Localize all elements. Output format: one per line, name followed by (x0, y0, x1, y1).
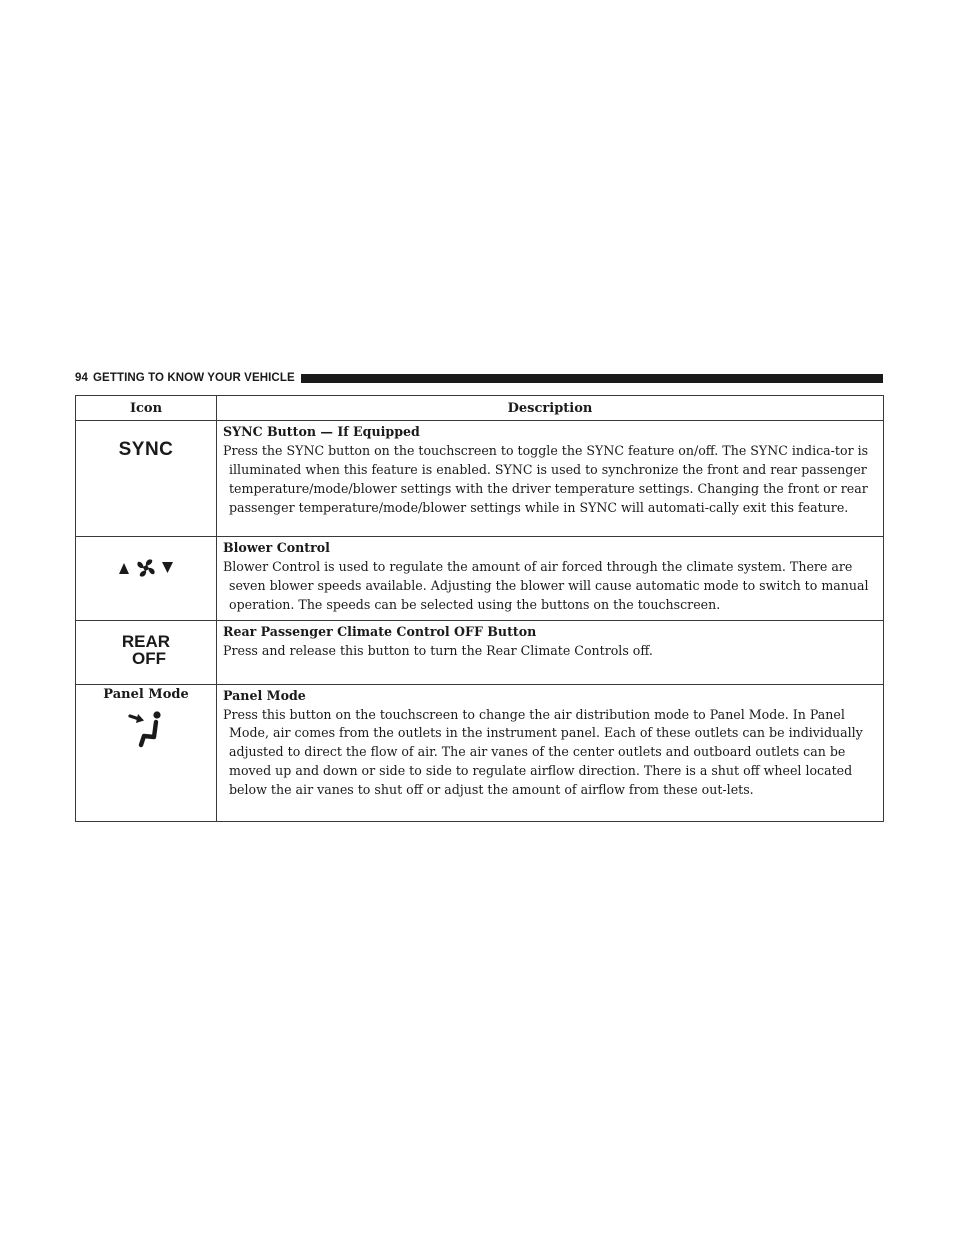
rear-off-line1: REAR (121, 631, 171, 651)
column-header-description: Description (217, 396, 884, 421)
sync-icon: SYNC (118, 439, 174, 460)
section-title: GETTING TO KNOW YOUR VEHICLE (93, 372, 295, 384)
description-cell (217, 684, 884, 821)
header-rule (301, 374, 883, 383)
icon-cell (76, 537, 217, 621)
table-row (76, 421, 884, 537)
column-header-icon: Icon (76, 396, 217, 421)
row-text: Press and release this button to turn the Rear Climate Controls off. (223, 642, 653, 658)
panel-mode-label: Panel Mode (103, 686, 189, 702)
table-row (76, 537, 884, 621)
row-title: Rear Passenger Climate Control OFF Button (223, 623, 537, 639)
description-cell (217, 620, 884, 684)
description-cell (217, 537, 884, 621)
page-header (75, 371, 883, 385)
blower-fan-icon (118, 557, 174, 579)
icon-cell (76, 421, 217, 537)
panel-mode-icon (128, 706, 164, 750)
page-number: 94 (75, 372, 88, 384)
row-text: Blower Control is used to regulate the amount of air forced through the climate system. There are seven blower speeds available. Adjusting the blower will cause automatic mode to switch to manual operation. The speeds can be selected using the buttons on the touchscreen. (223, 558, 869, 612)
rear-off-line2: OFF (131, 648, 166, 668)
row-title: SYNC Button — If Equipped (223, 424, 420, 439)
row-title: Panel Mode (223, 687, 306, 703)
description-cell (217, 421, 884, 537)
icon-cell (76, 620, 217, 684)
table-row (76, 620, 884, 684)
table-header-row (76, 396, 884, 421)
rear-off-icon (122, 633, 170, 667)
table-row (76, 684, 884, 821)
icon-description-table (75, 395, 884, 822)
row-title: Blower Control (223, 540, 330, 555)
icon-cell (76, 684, 217, 821)
row-text: Press the SYNC button on the touchscreen to toggle the SYNC feature on/off. The SYNC indica-tor is illuminated when this feature is enabled. SYNC is used to synchronize the front and rear passenger temperature/mode/blower settings with the driver temperature settings. Changing the front or rear passenger temperature/mode/blower settings while in SYNC will automati-cally exit this feature. (223, 442, 869, 515)
row-text: Press this button on the touchscreen to change the air distribution mode to Panel Mode. In Panel Mode, air comes from the outlets in the instrument panel. Each of these outlets can be individually adjusted to direct the flow of air. The air vanes of the center outlets and outboard outlets can be moved up and down or side to side to regulate airflow direction. There is a shut off wheel located below the air vanes to shut off or adjust the amount of airflow from these out-lets. (223, 706, 863, 798)
